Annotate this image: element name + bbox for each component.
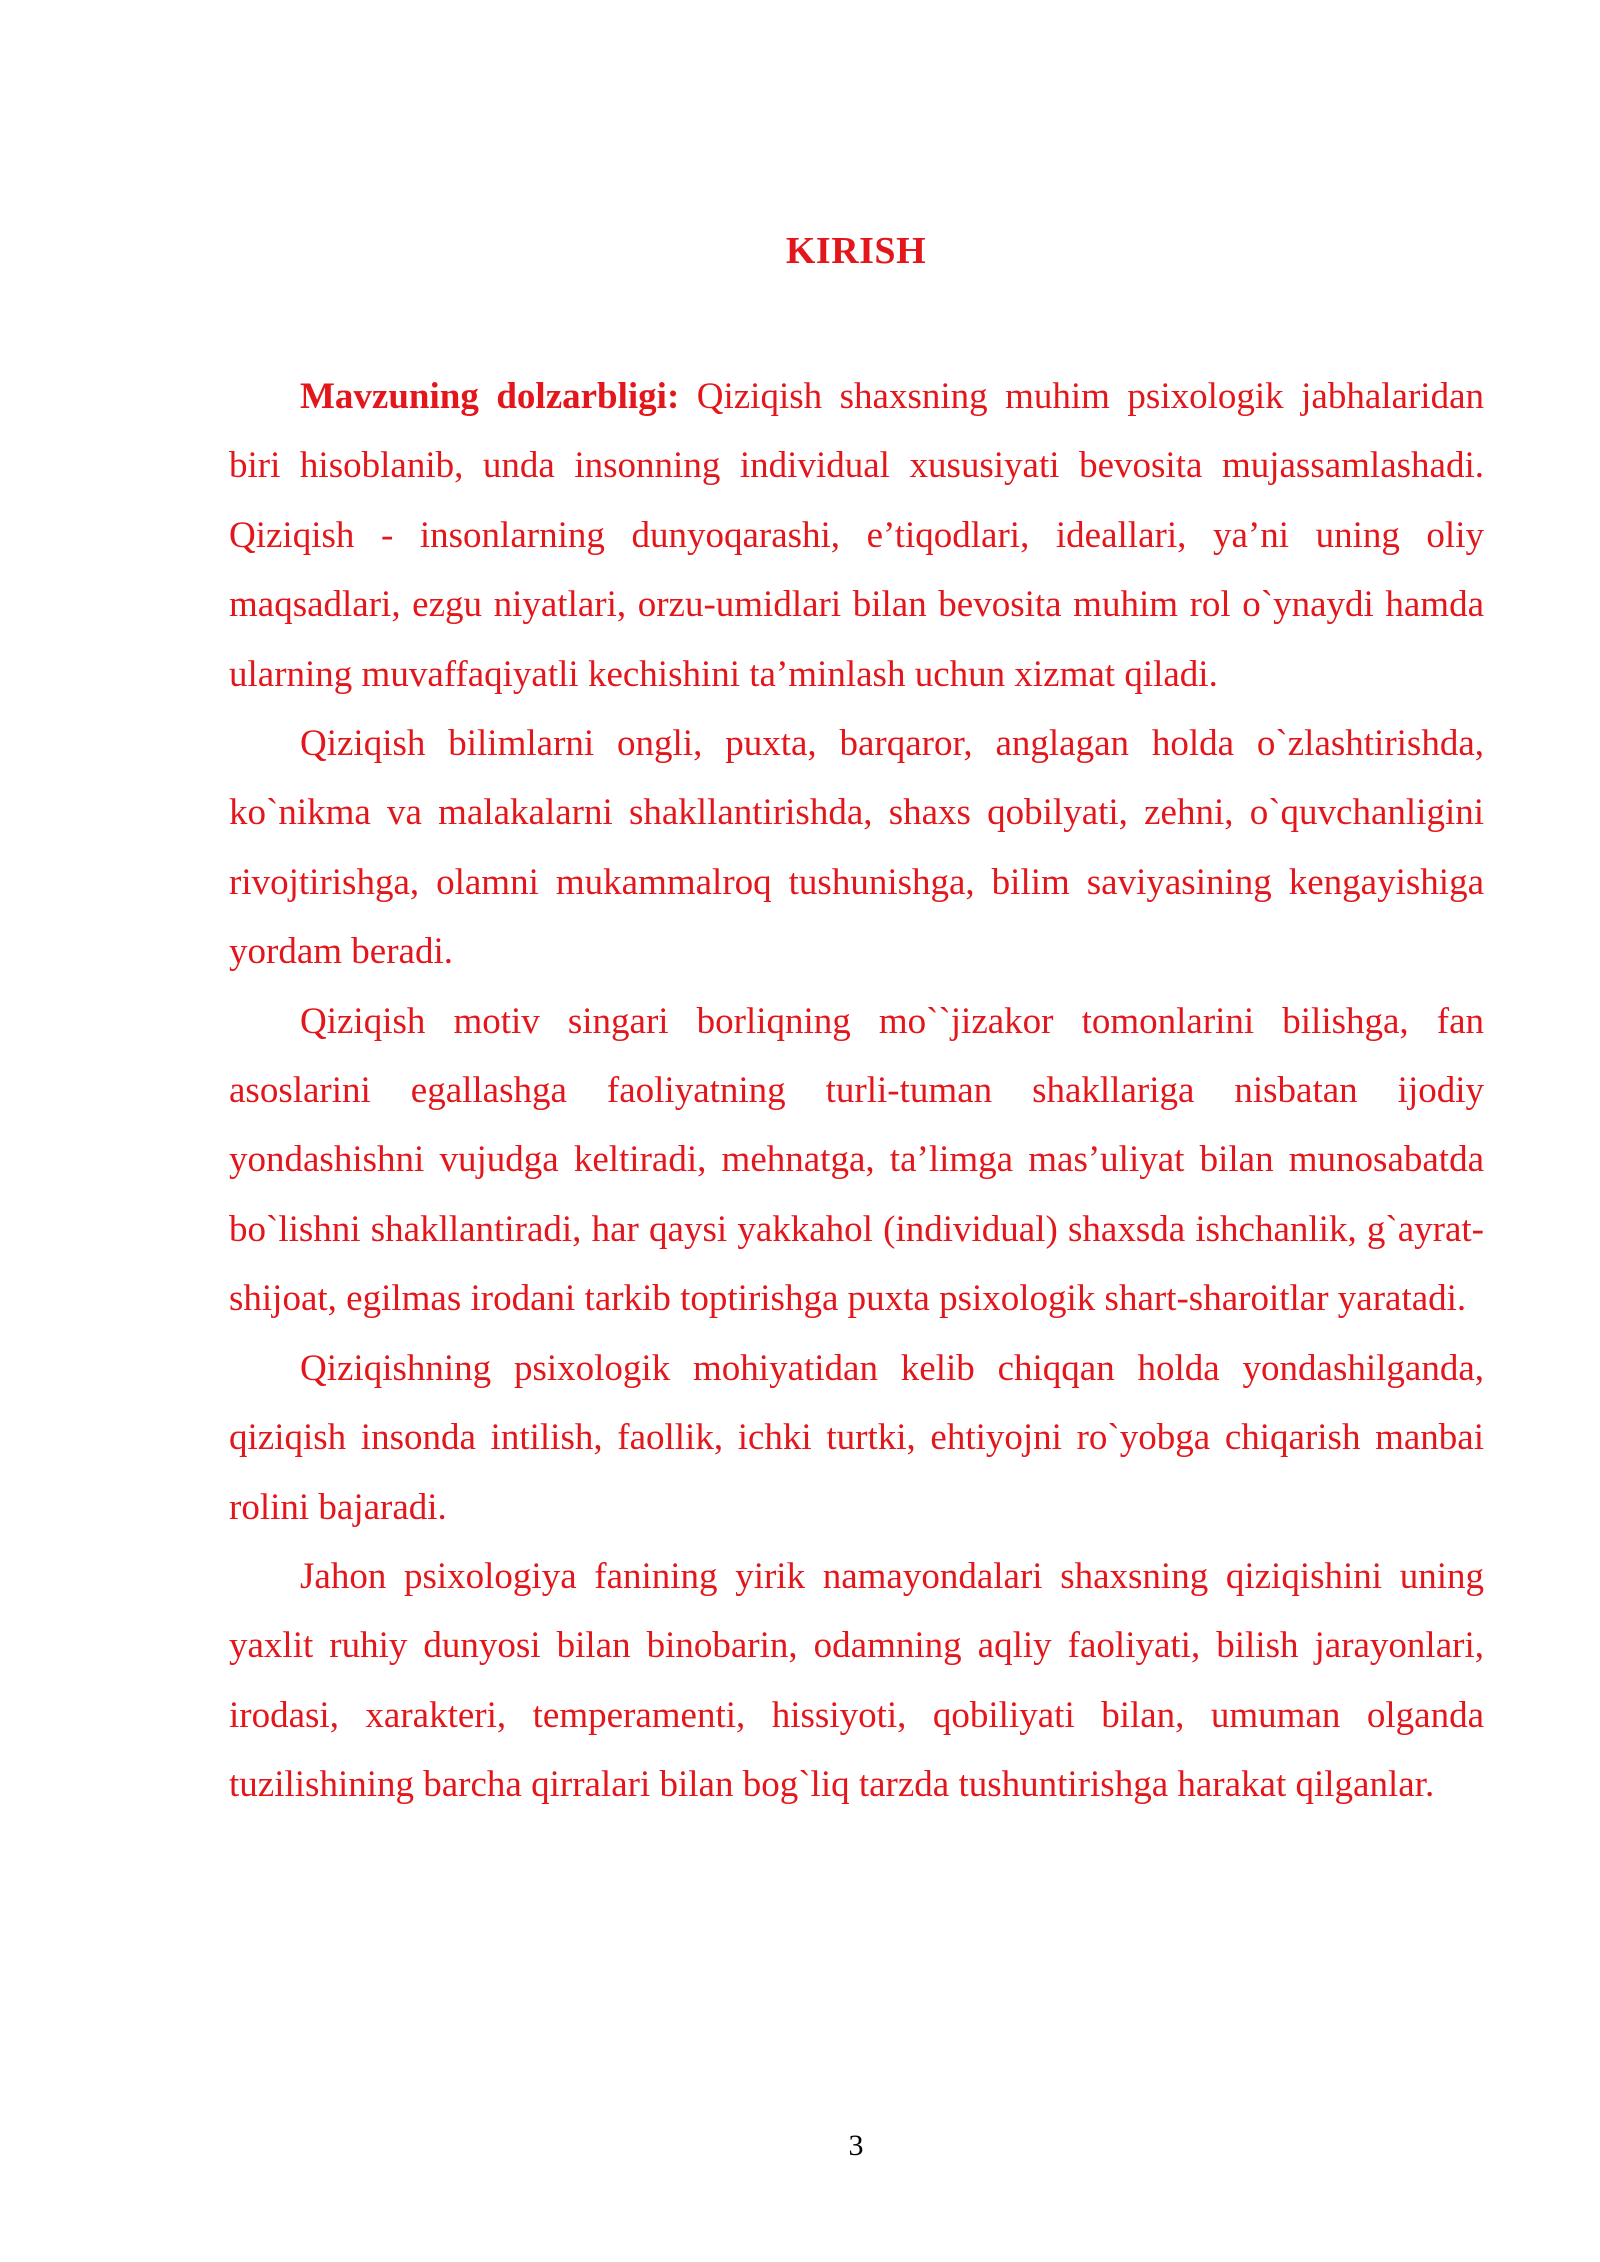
paragraph-3: Qiziqish motiv singari borliqning mo``jizakor tomonlarini bilishga, fan asoslarini egallashga faoliyatning turli-tuman shakllariga nisbatan ijodiy yondashishni vujudga keltiradi, mehnatga, ta’limga mas’uliyat bilan munosabatda bo`lishni shakllantiradi, har qaysi yakkahol (individual) shaxsda ishchanlik, g`ayrat-shijoat, egilmas irodani tarkib toptirishga puxta psixologik shart-sharoitlar yaratadi. [229, 1000, 1484, 1320]
paragraph-5: Jahon psixologiya fanining yirik namayondalari shaxsning qiziqishini uning yaxlit ruhiy dunyosi bilan binobarin, odamning aqliy faoliyati, bilish jarayonlari, irodasi, xarakteri, temperamenti, hissiyoti, qobiliyati bilan, umuman olganda tuzilishining barcha qirralari bilan bog`liq tarzda tushuntirishga harakat qilganlar. [229, 1555, 1484, 1806]
paragraph-4: Qiziqishning psixologik mohiyatidan kelib chiqqan holda yondashilganda, qiziqish insonda intilish, faollik, ichki turtki, ehtiyojni ro`yobga chiqarish manbai rolini bajaradi. [229, 1347, 1484, 1528]
paragraph-1-text: Qiziqish shaxsning muhim psixologik jabhalaridan biri hisoblanib, unda insonning individual xususiyati bevosita mujassamlashadi. Qiziqish - insonlarning dunyoqarashi, e’tiqodlari, ideallari, ya’ni uning oliy maqsadlari, ezgu niyatlari, orzu-umidlari bilan bevosita muhim rol o`ynaydi hamda ularning muvaffaqiyatli kechishini ta’minlash uchun xizmat qiladi. [229, 376, 1484, 695]
body-text [229, 362, 1484, 1820]
paragraph-1 [229, 362, 1484, 709]
paragraph-lead: Mavzuning dolzarbligi: [300, 376, 680, 417]
section-heading: KIRISH [785, 230, 927, 272]
paragraph-2: Qiziqish bilimlarni ongli, puxta, barqaror, anglagan holda o`zlashtirishda, ko`nikma va malakalarni shakllantirishda, shaxs qobilyati, zehni, o`quvchanligini rivojtirishga, olamni mukammalroq tushunishga, bilim saviyasining kengayishiga yordam beradi. [229, 723, 1484, 973]
page-number: 3 [848, 2129, 864, 2162]
